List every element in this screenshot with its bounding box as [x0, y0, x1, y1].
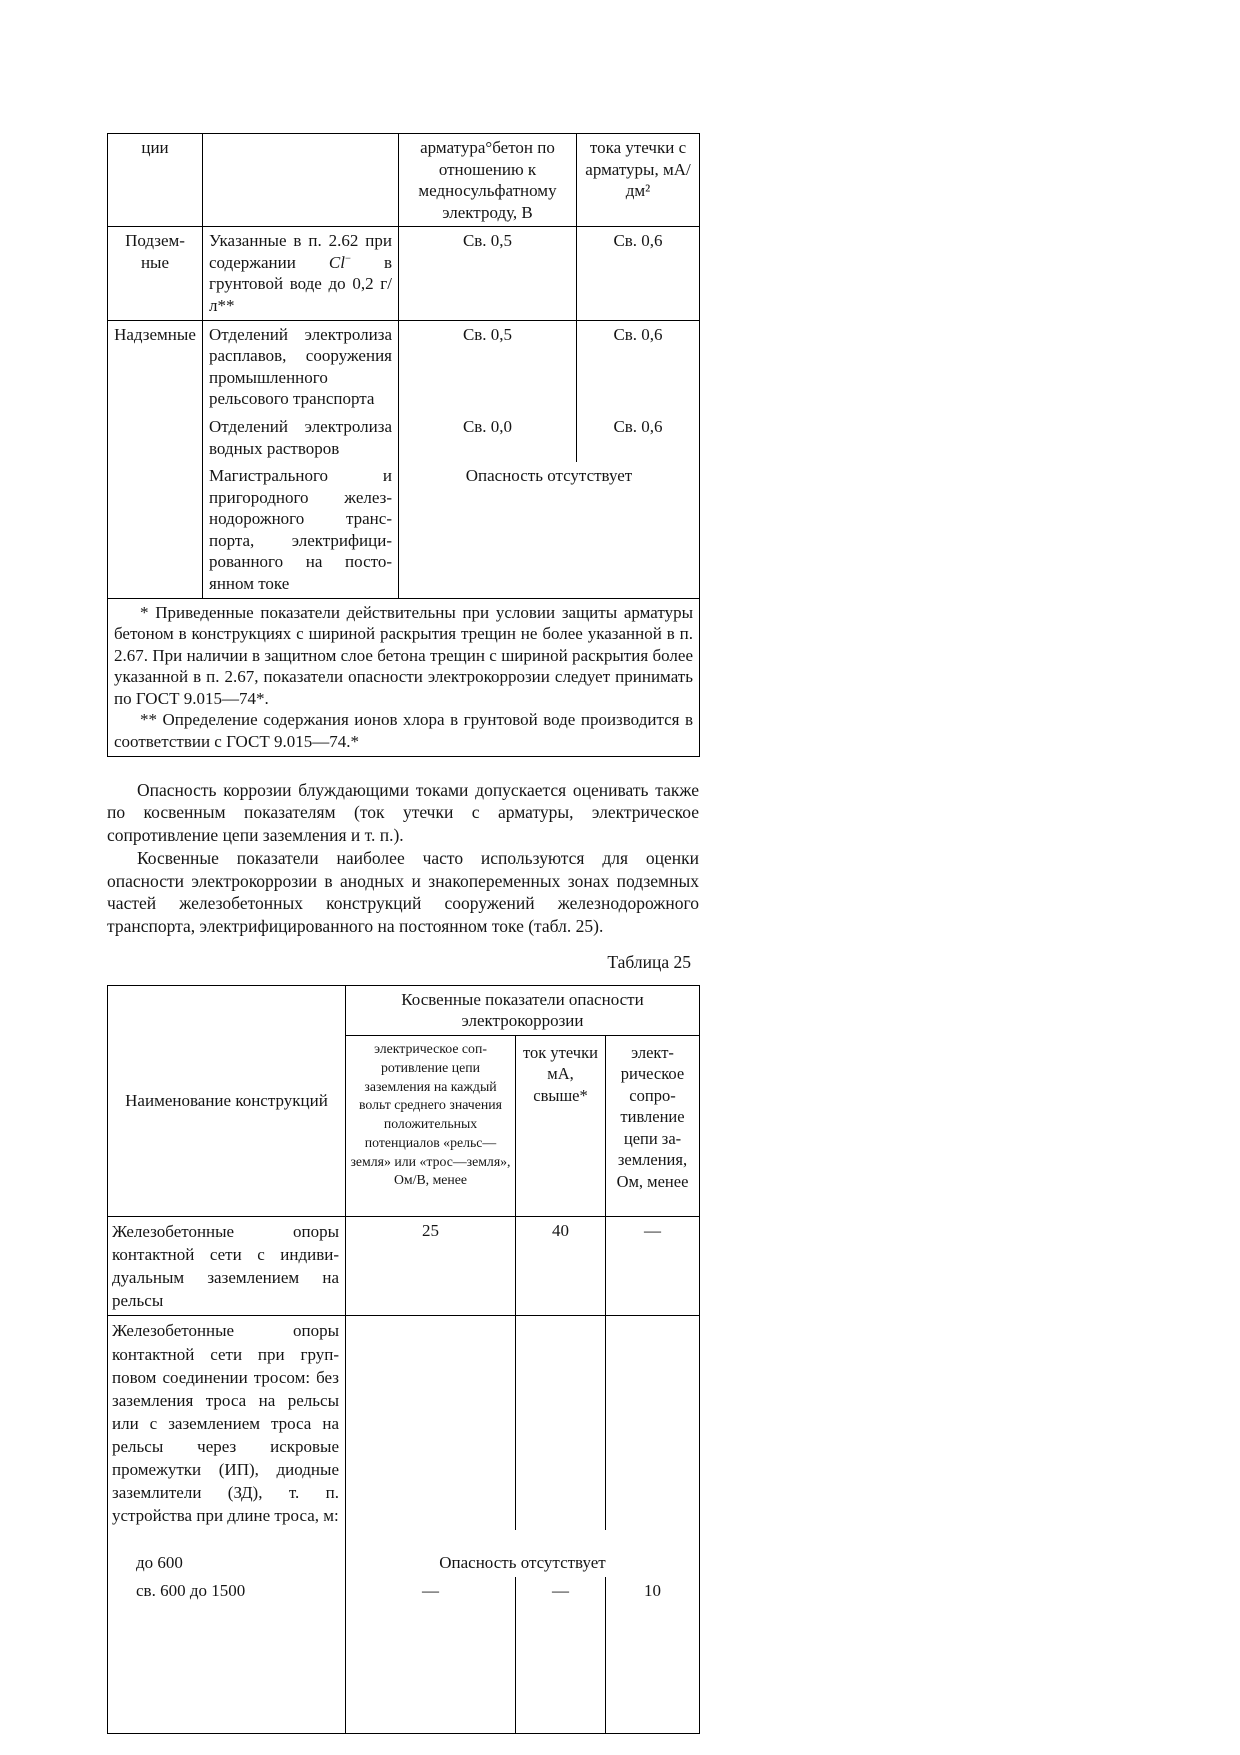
body-paragraph-2: Косвенные показатели наиболее часто используются для оценки опасности электрокоррозии в анодных и знакопеременных зонах подземных частей железобетонных конструкций сооружений железнодорожного транспорта, электрифицированного на постоянном токе (табл. 25).: [107, 847, 699, 937]
footnote-1: * Приведенные показатели действительны при условии защиты арматуры бетоном в конструкциях с шириной раскрытия трещин не более указанной в п. 2.67. При наличии в защитном слое бетона трещин с шириной раскрытия более указанной в п. 2.67, показатели опасности электрокоррозии следует принимать по ГОСТ 9.015—74*.: [114, 602, 693, 708]
empty-cell: [346, 1316, 516, 1530]
header-cell-leakage: ток утечки мА, свыше*: [516, 1036, 606, 1217]
header-cell-resistance-per-volt: электрическое сопротивление цепи заземления на каждый вольт среднего значения положительных потенциалов «рельс—земля» или «трос—земля», Ом/В, менее: [346, 1036, 516, 1217]
value-cell: 10: [606, 1577, 700, 1734]
header-cell-leakage-current: тока утечки с арматуры, мА/дм²: [577, 134, 700, 227]
value-cell: Св. 0,6: [577, 320, 700, 413]
length-option: св. 600 до 1500: [108, 1577, 346, 1734]
length-option: до 600: [108, 1530, 346, 1577]
header-cell-empty: [203, 134, 399, 227]
row-description: Отделений электролиза водных растворов: [203, 413, 399, 462]
value-cell: 25: [346, 1217, 516, 1316]
construction-name: Железобетонные опоры контактной сети с индивидуальным заземлением на рельсы: [108, 1217, 346, 1316]
value-cell: Св. 0,5: [399, 227, 577, 320]
value-cell: Св. 0,6: [577, 413, 700, 462]
empty-cell: [516, 1316, 606, 1530]
value-cell: —: [606, 1217, 700, 1316]
value-cell: —: [346, 1577, 516, 1734]
chlorine-charge: −: [344, 253, 351, 265]
table25-row-length-600-1500: [108, 1577, 700, 1734]
value-cell: —: [516, 1577, 606, 1734]
description-text: в грунтовой воде до 0,2 г/л**: [209, 252, 392, 316]
indirect-indicators-table: [107, 985, 700, 1734]
footnote-2: ** Определение содержания ионов хлора в грунтовой воде производится в соответствии с ГОСТ 9.015—74.*: [114, 710, 693, 752]
row-description: Магистрального и пригородного железнодорожного транспорта, электрифицированного на постоянном токе: [203, 462, 399, 598]
description-text: Указанные в п. 2.62 при содержании: [209, 231, 392, 272]
table25-caption: Таблица 25: [607, 951, 691, 972]
row-aboveground-1: [108, 320, 700, 413]
value-cell: Св. 0,6: [577, 227, 700, 320]
construction-name: Железобетонные опоры контактной сети при групповом соединении тросом: без заземления троса на рельсы или с заземлением троса на рельсы через искровые промежутки (ИП), диодные заземлители (ЗД), т. п. устройства при длине троса, м:: [108, 1316, 346, 1530]
direct-indicators-table: [107, 133, 700, 757]
table25-row-group-connection: [108, 1316, 700, 1530]
page-content: [107, 133, 699, 1734]
no-danger-cell: Опасность отсутствует: [346, 1530, 700, 1577]
row-label-aboveground: Надземные: [108, 320, 203, 598]
body-paragraph-1: Опасность коррозии блуждающими токами допускается оценивать также по косвенным показателям (ток утечки с арматуры, электрическое сопротивление цепи заземления и т. п.).: [107, 779, 699, 846]
header-cell-construction-name: Наименование конструкций: [108, 985, 346, 1216]
header-cell-ground-resistance: электрическое сопротивление цепи заземления, Ом, менее: [606, 1036, 700, 1217]
row-description: [203, 227, 399, 320]
table25-row-individual-grounding: [108, 1217, 700, 1316]
row-description: Отделений электролиза расплавов, сооружения промышленного рельсового транспорта: [203, 320, 399, 413]
table-header-row: [108, 134, 700, 227]
no-danger-cell: Опасность отсутствует: [399, 462, 700, 598]
table-footnotes-row: [108, 598, 700, 756]
header-cell-construction-tail: ции: [108, 134, 203, 227]
value-cell: Св. 0,5: [399, 320, 577, 413]
chlorine-symbol: Cl: [328, 252, 345, 272]
table25-row-length-up-to-600: [108, 1530, 700, 1577]
row-underground: [108, 227, 700, 320]
table-footnotes: [108, 598, 700, 756]
row-label-underground: Подземные: [108, 227, 203, 320]
header-cell-potential: арматура°бетон по отношению к медносульфатному электроду, В: [399, 134, 577, 227]
header-cell-group: Косвенные показатели опасности электрокоррозии: [346, 985, 700, 1035]
table25-group-header-row: [108, 985, 700, 1035]
value-cell: Св. 0,0: [399, 413, 577, 462]
empty-cell: [606, 1316, 700, 1530]
value-cell: 40: [516, 1217, 606, 1316]
